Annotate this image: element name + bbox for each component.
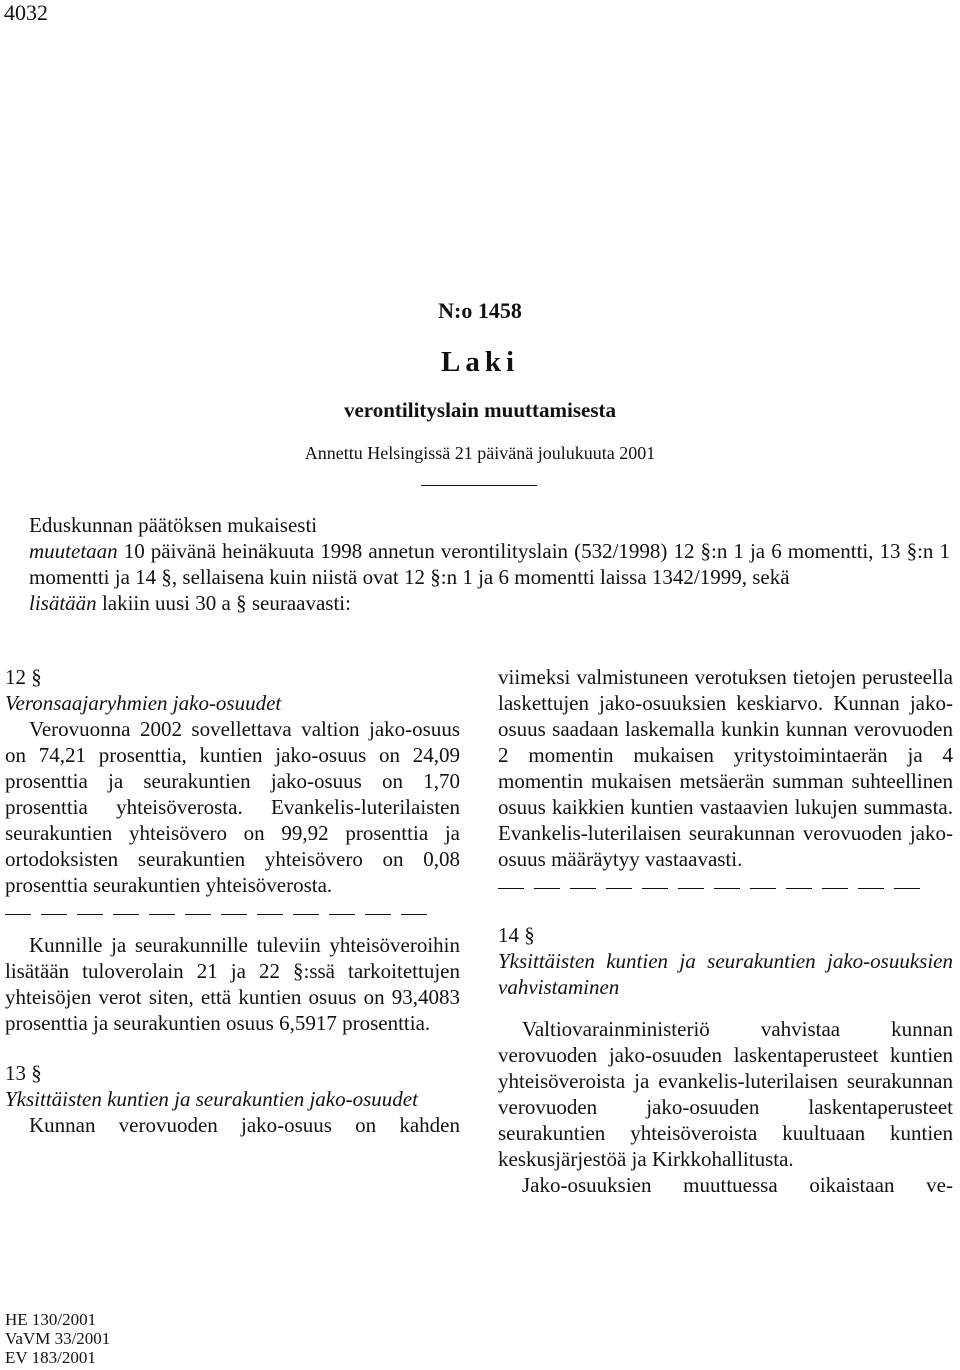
right-column: [498, 664, 953, 1198]
legislative-references: [5, 1310, 110, 1367]
reference-line: VaVM 33/2001: [5, 1329, 111, 1348]
section-12-paragraph-1: Verovuonna 2002 sovellettava valtion jako-osuus on 74,21 prosenttia, kuntien jako-osuus on 24,09 prosenttia ja seurakuntien jako-osuus on 1,70 prosenttia yhteisöverosta. Evankelis-luterilaisten seurakuntien yhteisövero on 99,92 prosenttia ja ortodoksisten seurakuntien yhteisövero on 0,08 prosenttia seurakuntien yhteisöverosta.: [5, 717, 460, 897]
section-13-paragraph-continued: viimeksi valmistuneen verotuksen tietojen perusteella laskettujen jako-osuuksien keskiarvo. Kunnan jako-osuus saadaan laskemalla kunkin kunnan verovuoden 2 momentin mukaisen yritystoimintaerän ja 4 momentin mukaisen metsäerän summan suhteellinen osuus kaikkien kuntien vastaavien lukujen summasta. Evankelis-luterilaisen seurakunnan verovuoden jako-osuus määräytyy vastaavasti.: [498, 665, 953, 871]
amendment-clause: [5, 538, 950, 590]
section-14-heading: Yksittäisten kuntien ja seurakuntien jako-osuuksien vahvistaminen: [498, 949, 953, 999]
document-subtitle: verontilityslain muuttamisesta: [343, 398, 617, 422]
document-title: Laki: [440, 346, 520, 378]
section-12-paragraph-2: Kunnille ja seurakunnille tuleviin yhteisöveroihin lisätään tuloverolain 21 ja 22 §:ssä tarkoitettujen yhteisöjen verot siten, että kuntien osuus on 93,4083 prosenttia ja seurakuntien osuus 6,5917 prosenttia.: [5, 933, 460, 1035]
omission-dashes: [5, 904, 460, 920]
section-14-number: 14 §: [498, 923, 535, 947]
statute-number: N:o 1458: [438, 298, 522, 323]
page-number: 4032: [4, 0, 48, 25]
left-column: [5, 664, 460, 1138]
amend-word: muutetaan: [29, 539, 118, 563]
omission-dashes: [498, 878, 953, 894]
section-14-paragraph-2-start: Jako-osuuksien muuttuessa oikaistaan ve-: [522, 1173, 953, 1197]
section-13-heading: Yksittäisten kuntien ja seurakuntien jako-osuudet: [5, 1087, 418, 1111]
addition-clause: [5, 590, 950, 616]
preamble-line: Eduskunnan päätöksen mukaisesti: [29, 513, 318, 537]
section-14-paragraph-1: Valtiovarainministeriö vahvistaa kunnan verovuoden jako-osuuden laskentaperusteet kuntien yhteisöveroista ja evankelis-luterilaisen seurakunnan verovuoden jako-osuuden laskentaperusteet seurakuntien yhteisöveroista kuultuaan kuntien keskusjärjestöä ja Kirkkohallitusta.: [498, 1017, 953, 1171]
section-13-paragraph-start: Kunnan verovuoden jako-osuus on kahden: [29, 1113, 460, 1137]
preamble: [5, 512, 950, 616]
section-13-number: 13 §: [5, 1061, 42, 1085]
reference-line: HE 130/2001: [5, 1310, 97, 1329]
add-word: lisätään: [29, 591, 97, 615]
amend-text: 10 päivänä heinäkuuta 1998 annetun verontilityslain (532/1998) 12 §:n 1 ja 6 momentti, 13 §:n 1 momentti ja 14 §, sellaisena kuin niistä ovat 12 §:n 1 ja 6 momentti laissa 1342/1999, sekä: [29, 539, 950, 589]
given-date-line: Annettu Helsingissä 21 päivänä joulukuuta 2001: [304, 443, 656, 463]
title-rule: [421, 485, 537, 486]
section-12-heading: Veronsaajaryhmien jako-osuudet: [5, 691, 282, 715]
reference-line: EV 183/2001: [5, 1348, 96, 1367]
add-text: lakiin uusi 30 a § seuraavasti:: [96, 591, 351, 615]
section-12-number: 12 §: [5, 665, 42, 689]
